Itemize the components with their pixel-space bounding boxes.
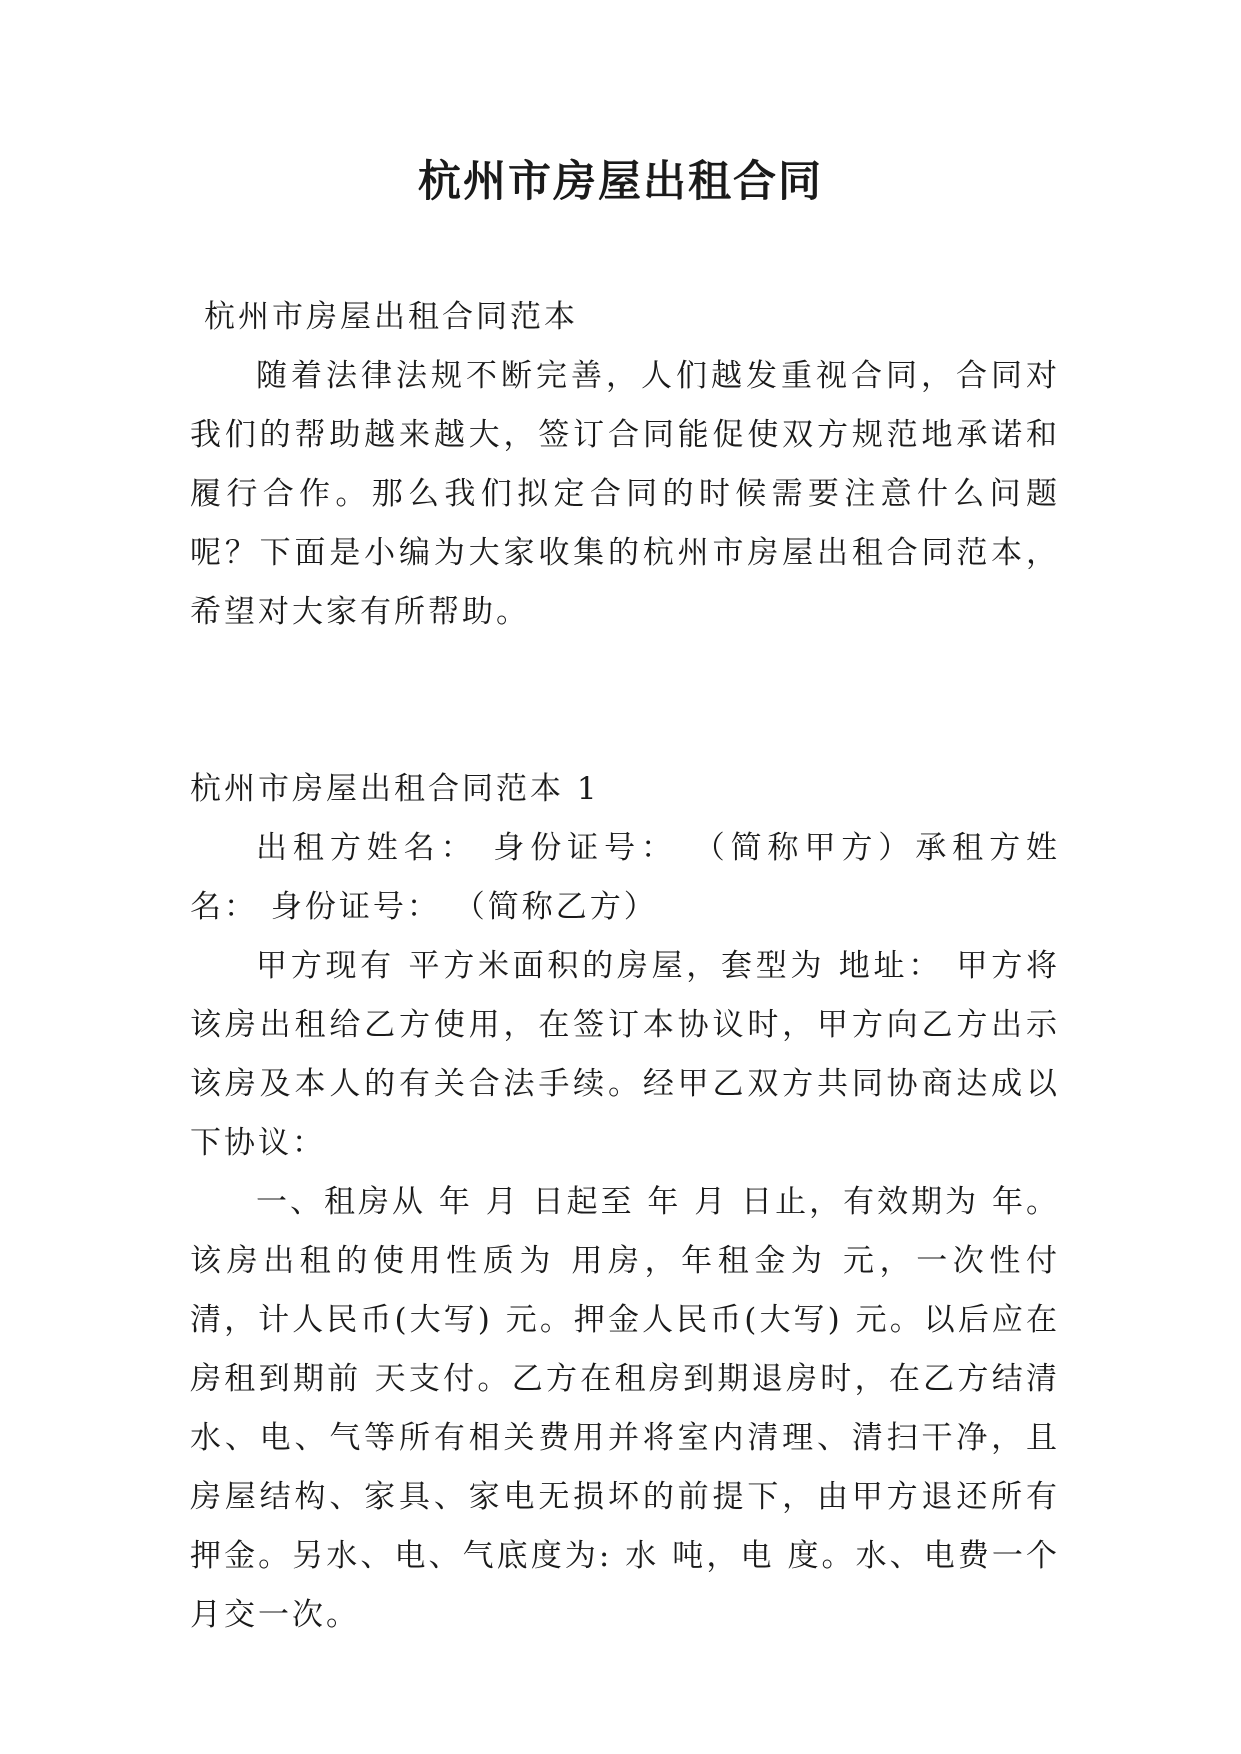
property-paragraph: 甲方现有 平方米面积的房屋，套型为 地址： 甲方将该房出租给乙方使用，在签订本协议时，甲方向乙方出示该房及本人的有关合法手续。经甲乙双方共同协商达成以下协议： — [190, 948, 1060, 1161]
parties-paragraph: 出租方姓名： 身份证号： （简称甲方）承租方姓名： 身份证号： （简称乙方） — [190, 830, 1060, 925]
document-title: 杭州市房屋出租合同 — [418, 157, 823, 207]
document-body — [190, 288, 1060, 1645]
intro-paragraph: 随着法律法规不断完善，人们越发重视合同，合同对我们的帮助越来越大，签订合同能促使双方规范地承诺和履行合作。那么我们拟定合同的时候需要注意什么问题呢？下面是小编为大家收集的杭州市房屋出租合同范本，希望对大家有所帮助。 — [190, 358, 1060, 630]
section-spacer — [190, 642, 1060, 760]
term-paragraph: 一、租房从 年 月 日起至 年 月 日止，有效期为 年。该房出租的使用性质为 用房，年租金为 元，一次性付清，计人民币(大写) 元。押金人民币(大写) 元。以后应在房租到期前 天支付。乙方在租房到期退房时，在乙方结清水、电、气等所有相关费用并将室内清理、清扫干净，且房屋结构、家具、家电无损坏的前提下，由甲方退还所有押金。另水、电、气底度为: 水 吨，电 度。水、电费一个月交一次。 — [190, 1184, 1060, 1633]
document-subtitle: 杭州市房屋出租合同范本 — [204, 299, 578, 335]
section-heading: 杭州市房屋出租合同范本 1 — [190, 771, 600, 807]
